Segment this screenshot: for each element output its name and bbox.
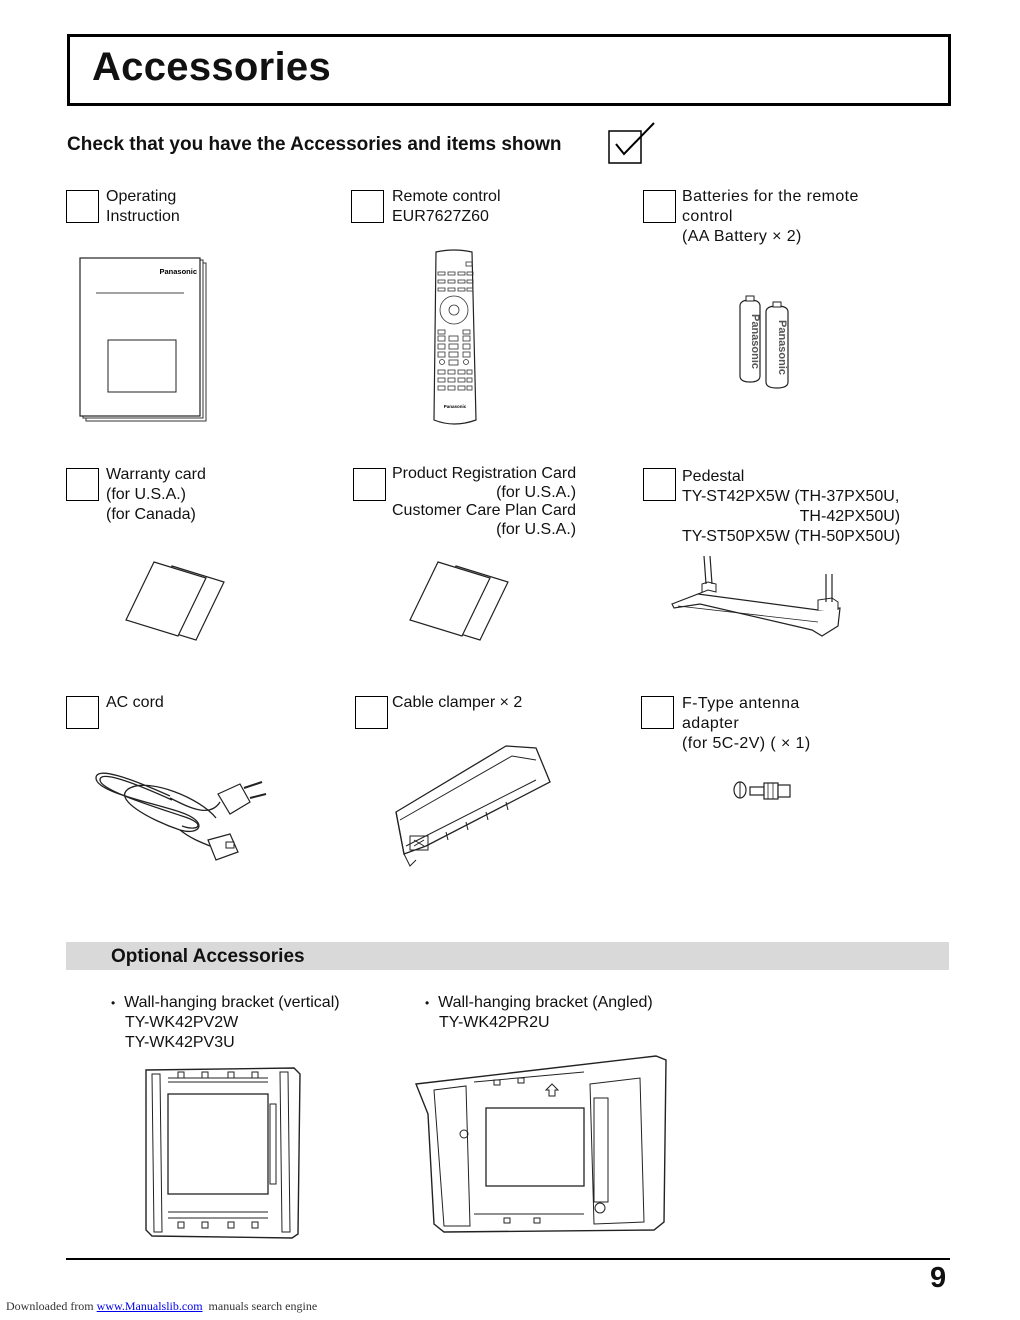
checkbox-cable-clamper[interactable]	[355, 696, 388, 729]
text-line: Cable clamper × 2	[392, 694, 523, 711]
text-line: Instruction	[106, 208, 180, 225]
text-line: F-Type antenna	[682, 695, 800, 712]
battery-logo-1: Panasonic	[749, 314, 761, 370]
footer-suffix: manuals search engine	[202, 1299, 318, 1313]
checkbox-operating-instruction[interactable]	[66, 190, 99, 223]
text-line: TY-WK42PV2W	[125, 1014, 239, 1031]
label-cable-clamper	[392, 693, 522, 713]
text-line: Remote control	[392, 188, 501, 205]
label-remote-control	[392, 187, 501, 227]
vertical-bracket-illustration	[138, 1064, 304, 1242]
cable-clamper-illustration	[386, 742, 556, 872]
battery-logo-2: Panasonic	[776, 320, 788, 376]
label-ac-cord	[106, 693, 164, 713]
text-line: (for 5C-2V) ( × 1)	[682, 735, 811, 752]
text-line: Batteries for the remote	[682, 188, 859, 205]
checkbox-f-type-adapter[interactable]	[641, 696, 674, 729]
manual-logo: Panasonic	[159, 267, 197, 276]
text-line: (for Canada)	[106, 506, 196, 523]
manualslib-link[interactable]: www.Manualslib.com	[96, 1299, 203, 1313]
label-pedestal	[682, 467, 900, 547]
footer-prefix: Downloaded from	[6, 1299, 97, 1313]
text-line: adapter	[682, 715, 740, 732]
bullet: •	[111, 996, 116, 1010]
text-line: Wall-hanging bracket (Angled)	[438, 994, 653, 1011]
optional-accessories-heading: Optional Accessories	[111, 946, 305, 967]
text-line: control	[682, 208, 733, 225]
text-line: AC cord	[106, 694, 164, 711]
text-line: Wall-hanging bracket (vertical)	[124, 994, 340, 1011]
f-type-adapter-illustration	[730, 778, 794, 806]
download-footer	[6, 1299, 317, 1314]
bottom-divider	[66, 1258, 950, 1260]
operating-manual-illustration	[80, 258, 210, 424]
label-warranty-card	[106, 465, 206, 525]
title-box	[67, 34, 951, 106]
registration-cards-illustration	[408, 560, 512, 642]
checkmark-icon	[608, 122, 658, 164]
checkbox-warranty-card[interactable]	[66, 468, 99, 501]
text-line: (AA Battery × 2)	[682, 228, 802, 245]
label-batteries	[682, 187, 859, 247]
text-line: (for U.S.A.)	[106, 486, 187, 503]
page-title: Accessories	[92, 45, 332, 89]
label-product-registration	[392, 465, 576, 539]
pedestal-illustration	[668, 552, 846, 642]
optional-accessories-header	[66, 942, 949, 970]
checkbox-ac-cord[interactable]	[66, 696, 99, 729]
text-line: TY-WK42PR2U	[439, 1014, 550, 1031]
warranty-cards-illustration	[124, 560, 228, 642]
batteries-illustration	[736, 296, 798, 390]
angled-bracket-illustration	[414, 1054, 668, 1236]
text-line: (for U.S.A.)	[496, 483, 577, 501]
text-line: Operating	[106, 188, 177, 205]
text-line: Warranty card	[106, 466, 206, 483]
text-line: TH-42PX50U)	[799, 508, 901, 525]
text-line: Pedestal	[682, 468, 745, 485]
checkbox-product-registration[interactable]	[353, 468, 386, 501]
checkbox-batteries[interactable]	[643, 190, 676, 223]
text-line: TY-WK42PV3U	[125, 1034, 235, 1051]
optional-angled-bracket	[425, 993, 653, 1033]
text-line: EUR7627Z60	[392, 208, 489, 225]
checkbox-remote-control[interactable]	[351, 190, 384, 223]
bullet: •	[425, 996, 430, 1010]
checkbox-pedestal[interactable]	[643, 468, 676, 501]
label-operating-instruction	[106, 187, 180, 227]
optional-vertical-bracket	[111, 993, 340, 1053]
text-line: TY-ST50PX5W (TH-50PX50U)	[682, 528, 901, 545]
page-subtitle: Check that you have the Accessories and items shown	[67, 134, 562, 155]
ac-cord-illustration	[90, 758, 270, 862]
remote-control-illustration	[430, 250, 478, 428]
label-f-type-adapter	[682, 694, 811, 754]
text-line: (for U.S.A.)	[496, 520, 577, 538]
text-line: Product Registration Card	[392, 465, 577, 482]
text-line: Customer Care Plan Card	[392, 502, 577, 519]
page-number: 9	[930, 1262, 947, 1294]
remote-logo: Panasonic	[443, 404, 467, 409]
text-line: TY-ST42PX5W (TH-37PX50U,	[682, 488, 900, 505]
